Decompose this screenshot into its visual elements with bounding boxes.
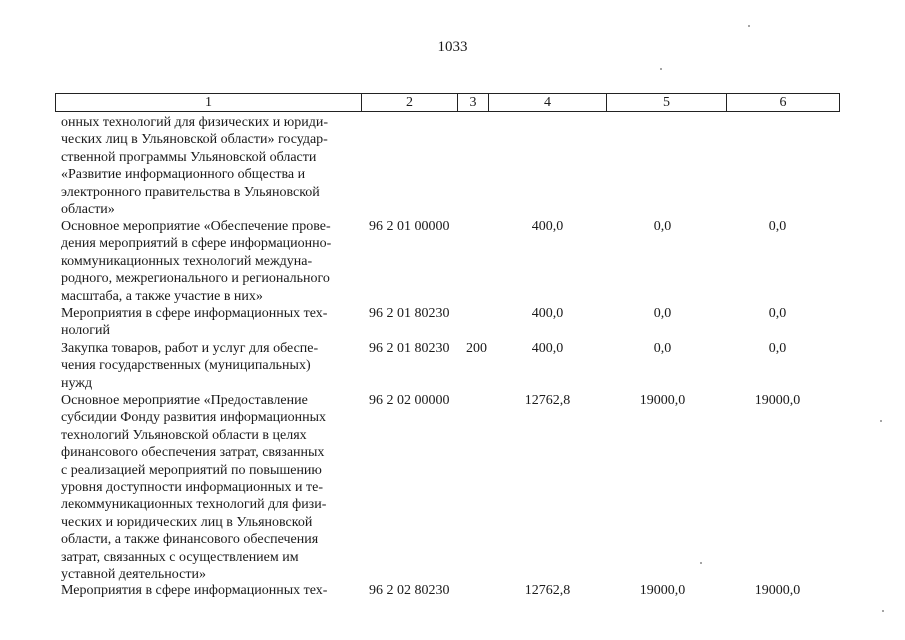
row-value-col5: 19000,0 bbox=[639, 583, 686, 598]
row-code: 96 2 01 80230 bbox=[369, 341, 450, 356]
scan-speck bbox=[700, 562, 702, 564]
row-name: Основное мероприятие «Предоставление субсидии Фонду развития информационных технологий Ульяновской области в целях финансового обеспечения затрат, связанных с реализацией мероприятий по повышению уровня доступности информационных и те- лекоммуникационных технологий для физи- ческих и юридических лиц в Ульяновской области, а также финансового обеспечения затрат, связанных с осуществлением им уставной деятельности» bbox=[61, 393, 327, 583]
row-code: 96 2 02 80230 bbox=[369, 583, 450, 598]
row-value-col4: 400,0 bbox=[531, 341, 564, 356]
row-value-col4: 12762,8 bbox=[524, 583, 571, 598]
row-name: Основное мероприятие «Обеспечение прове- дения мероприятий в сфере информационно- коммуникационных технологий междуна- родного, межрегионального и регионального масштаба, а также участие в них» bbox=[61, 219, 332, 304]
table-header-row bbox=[55, 93, 840, 112]
row-value-col4: 400,0 bbox=[531, 306, 564, 321]
row-name: Закупка товаров, работ и услуг для обеспе- чения государственных (муниципальных) нужд bbox=[61, 341, 319, 391]
header-col-1: 1 bbox=[56, 94, 362, 111]
header-col-5: 5 bbox=[607, 94, 727, 111]
header-col-3: 3 bbox=[458, 94, 489, 111]
scan-speck bbox=[882, 610, 884, 612]
row-name: Мероприятия в сфере информационных тех- нологий bbox=[61, 306, 328, 339]
scan-speck bbox=[880, 420, 882, 422]
row-code: 96 2 02 00000 bbox=[369, 393, 450, 408]
row-name: онных технологий для физических и юриди- ческих лиц в Ульяновской области» государ- ственной программы Ульяновской области «Развитие информационного общества и электронного правительства в Ульяновской области» bbox=[61, 115, 329, 218]
row-value-col4: 12762,8 bbox=[524, 393, 571, 408]
row-value-col6: 0,0 bbox=[768, 306, 787, 321]
header-col-2: 2 bbox=[362, 94, 458, 111]
scan-speck bbox=[660, 68, 662, 70]
scan-speck bbox=[748, 25, 750, 27]
page-number: 1033 bbox=[437, 39, 468, 55]
row-value-col5: 19000,0 bbox=[639, 393, 686, 408]
row-value-col6: 0,0 bbox=[768, 219, 787, 234]
row-name: Мероприятия в сфере информационных тех- bbox=[61, 583, 328, 598]
row-value-col6: 19000,0 bbox=[754, 583, 801, 598]
row-code: 96 2 01 00000 bbox=[369, 219, 450, 234]
row-value-col5: 0,0 bbox=[653, 341, 672, 356]
row-value-col5: 0,0 bbox=[653, 306, 672, 321]
row-value-col6: 19000,0 bbox=[754, 393, 801, 408]
row-value-col6: 0,0 bbox=[768, 341, 787, 356]
row-expense-type: 200 bbox=[466, 341, 487, 356]
row-value-col4: 400,0 bbox=[531, 219, 564, 234]
row-code: 96 2 01 80230 bbox=[369, 306, 450, 321]
row-value-col5: 0,0 bbox=[653, 219, 672, 234]
header-col-4: 4 bbox=[489, 94, 607, 111]
header-col-6: 6 bbox=[779, 95, 787, 110]
